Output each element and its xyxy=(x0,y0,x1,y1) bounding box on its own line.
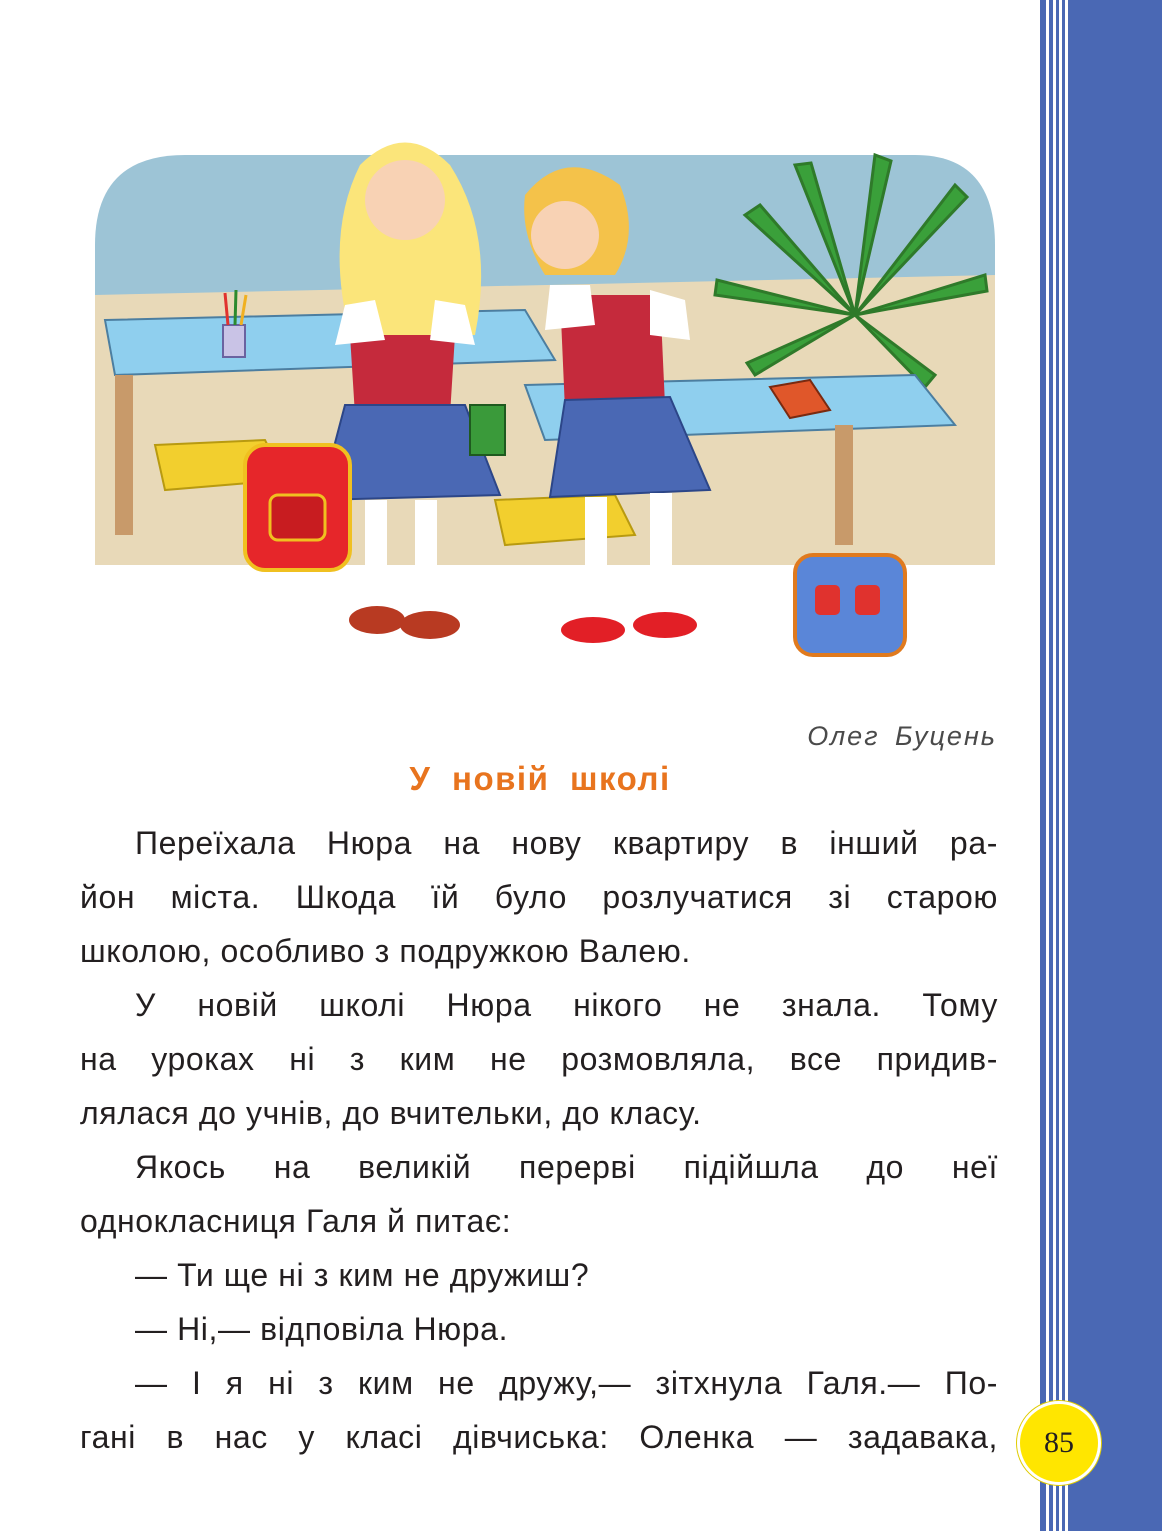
text-line: лялася до учнів, до вчительки, до класу. xyxy=(80,1095,702,1131)
text-line: однокласниця Галя й питає: xyxy=(80,1203,512,1239)
text-line: У новій школі Нюра нікого не знала. Тому xyxy=(135,987,998,1023)
text-line: Якось на великій перерві підійшла до неї xyxy=(135,1149,998,1185)
text-line: Переїхала Нюра на нову квартиру в інший ра- xyxy=(135,825,998,861)
text-line: гані в нас у класі дівчиська: Оленка — задавака, xyxy=(80,1419,998,1455)
page-number-badge: 85 xyxy=(1017,1401,1101,1485)
text-line: на уроках ні з ким не розмовляла, все придив- xyxy=(80,1041,998,1077)
author-name: Олег Буцень xyxy=(807,721,997,751)
blue-backpack xyxy=(795,555,905,655)
text-line: — І я ні з ким не дружу,— зітхнула Галя.— По- xyxy=(135,1365,998,1401)
red-backpack xyxy=(245,445,350,570)
text-line: — Ти ще ні з ким не дружиш? xyxy=(135,1257,590,1293)
story-text xyxy=(80,816,998,1464)
text-line: — Ні,— відповіла Нюра. xyxy=(135,1311,509,1347)
text-line: школою, особливо з подружкою Валею. xyxy=(80,933,691,969)
side-decorative-band xyxy=(1040,0,1162,1531)
text-line: йон міста. Шкода їй було розлучатися зі старою xyxy=(80,879,998,915)
classroom-illustration xyxy=(95,125,995,685)
story-title: У новій школі xyxy=(409,760,671,797)
